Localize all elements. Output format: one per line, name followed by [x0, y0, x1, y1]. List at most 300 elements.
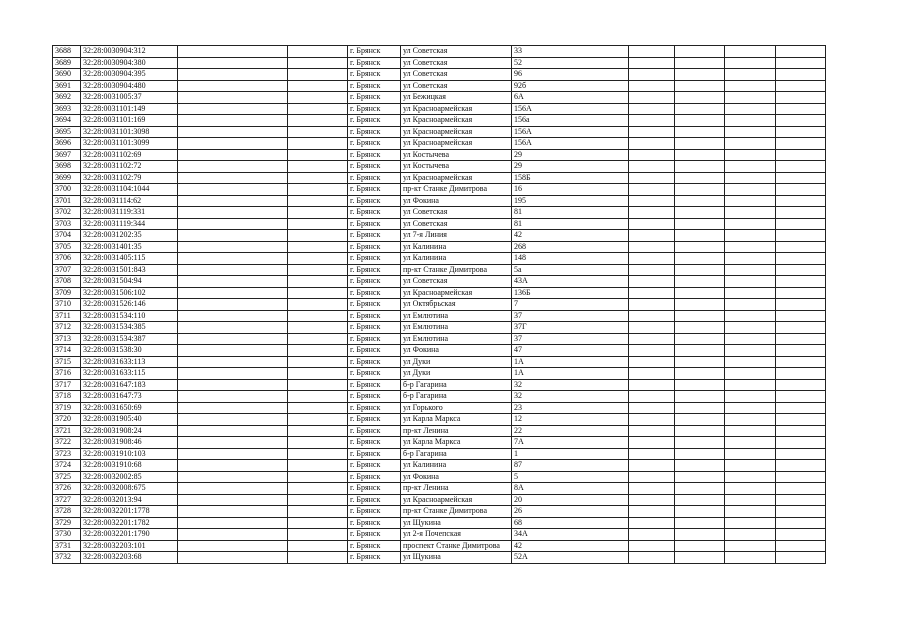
house-number-cell: 268 — [512, 241, 629, 253]
table-row — [53, 437, 826, 449]
empty-cell — [629, 333, 675, 345]
empty-cell — [288, 184, 348, 196]
empty-cell — [675, 552, 725, 564]
empty-cell — [629, 552, 675, 564]
empty-cell — [178, 218, 288, 230]
row-number-cell: 3722 — [53, 437, 81, 449]
empty-cell — [776, 356, 826, 368]
empty-cell — [629, 253, 675, 265]
empty-cell — [288, 333, 348, 345]
empty-cell — [675, 414, 725, 426]
city-cell: г. Брянск — [348, 368, 401, 380]
empty-cell — [675, 253, 725, 265]
empty-cell — [629, 276, 675, 288]
empty-cell — [675, 161, 725, 173]
cadastral-number-cell: 32:28:0032201:1790 — [81, 529, 178, 541]
empty-cell — [776, 299, 826, 311]
house-number-cell: 158Б — [512, 172, 629, 184]
empty-cell — [725, 540, 776, 552]
cadastral-number-cell: 32:28:0030904:312 — [81, 46, 178, 58]
table-row — [53, 379, 826, 391]
street-cell: ул Бежицкая — [401, 92, 512, 104]
table-row — [53, 218, 826, 230]
street-cell: ул Емлютина — [401, 322, 512, 334]
house-number-cell: 156А — [512, 138, 629, 150]
empty-cell — [629, 391, 675, 403]
empty-cell — [288, 540, 348, 552]
table-body — [53, 46, 826, 564]
empty-cell — [675, 345, 725, 357]
empty-cell — [776, 195, 826, 207]
empty-cell — [776, 46, 826, 58]
house-number-cell: 52А — [512, 552, 629, 564]
city-cell: г. Брянск — [348, 218, 401, 230]
table-row — [53, 138, 826, 150]
empty-cell — [776, 322, 826, 334]
street-cell: ул Емлютина — [401, 310, 512, 322]
empty-cell — [178, 264, 288, 276]
empty-cell — [725, 322, 776, 334]
empty-cell — [178, 333, 288, 345]
row-number-cell: 3698 — [53, 161, 81, 173]
empty-cell — [675, 149, 725, 161]
house-number-cell: 29 — [512, 161, 629, 173]
empty-cell — [675, 529, 725, 541]
empty-cell — [675, 425, 725, 437]
empty-cell — [776, 80, 826, 92]
empty-cell — [629, 161, 675, 173]
house-number-cell: 148 — [512, 253, 629, 265]
empty-cell — [178, 253, 288, 265]
row-number-cell: 3729 — [53, 517, 81, 529]
city-cell: г. Брянск — [348, 425, 401, 437]
empty-cell — [675, 218, 725, 230]
house-number-cell: 5 — [512, 471, 629, 483]
empty-cell — [776, 287, 826, 299]
house-number-cell: 32 — [512, 391, 629, 403]
cadastral-number-cell: 32:28:0031647:183 — [81, 379, 178, 391]
house-number-cell: 68 — [512, 517, 629, 529]
row-number-cell: 3700 — [53, 184, 81, 196]
empty-cell — [776, 391, 826, 403]
empty-cell — [288, 80, 348, 92]
cadastral-number-cell: 32:28:0031504:94 — [81, 276, 178, 288]
empty-cell — [288, 161, 348, 173]
house-number-cell: 47 — [512, 345, 629, 357]
house-number-cell: 32 — [512, 379, 629, 391]
table-row — [53, 540, 826, 552]
table-row — [53, 253, 826, 265]
row-number-cell: 3688 — [53, 46, 81, 58]
row-number-cell: 3696 — [53, 138, 81, 150]
empty-cell — [178, 506, 288, 518]
house-number-cell: 16 — [512, 184, 629, 196]
table-row — [53, 241, 826, 253]
empty-cell — [629, 448, 675, 460]
empty-cell — [776, 276, 826, 288]
empty-cell — [776, 529, 826, 541]
empty-cell — [725, 218, 776, 230]
empty-cell — [725, 494, 776, 506]
street-cell: ул Красноармейская — [401, 103, 512, 115]
table-row — [53, 103, 826, 115]
street-cell: ул Советская — [401, 80, 512, 92]
city-cell: г. Брянск — [348, 333, 401, 345]
cadastral-number-cell: 32:28:0031101:3098 — [81, 126, 178, 138]
street-cell: ул Карла Маркса — [401, 437, 512, 449]
house-number-cell: 7 — [512, 299, 629, 311]
empty-cell — [288, 368, 348, 380]
cadastral-number-cell: 32:28:0031908:46 — [81, 437, 178, 449]
empty-cell — [776, 425, 826, 437]
city-cell: г. Брянск — [348, 161, 401, 173]
empty-cell — [629, 287, 675, 299]
cadastral-number-cell: 32:28:0031910:103 — [81, 448, 178, 460]
empty-cell — [776, 368, 826, 380]
empty-cell — [288, 506, 348, 518]
registry-table — [52, 45, 826, 564]
empty-cell — [288, 195, 348, 207]
empty-cell — [178, 310, 288, 322]
cadastral-number-cell: 32:28:0031534:385 — [81, 322, 178, 334]
empty-cell — [725, 253, 776, 265]
empty-cell — [629, 264, 675, 276]
empty-cell — [178, 115, 288, 127]
house-number-cell: 20 — [512, 494, 629, 506]
row-number-cell: 3706 — [53, 253, 81, 265]
empty-cell — [776, 230, 826, 242]
table-row — [53, 517, 826, 529]
cadastral-number-cell: 32:28:0031908:24 — [81, 425, 178, 437]
cadastral-number-cell: 32:28:0032008:675 — [81, 483, 178, 495]
empty-cell — [288, 310, 348, 322]
empty-cell — [178, 356, 288, 368]
city-cell: г. Брянск — [348, 552, 401, 564]
row-number-cell: 3697 — [53, 149, 81, 161]
city-cell: г. Брянск — [348, 322, 401, 334]
empty-cell — [178, 230, 288, 242]
empty-cell — [675, 299, 725, 311]
empty-cell — [629, 517, 675, 529]
empty-cell — [178, 448, 288, 460]
empty-cell — [629, 103, 675, 115]
city-cell: г. Брянск — [348, 379, 401, 391]
empty-cell — [629, 483, 675, 495]
row-number-cell: 3694 — [53, 115, 81, 127]
house-number-cell: 92б — [512, 80, 629, 92]
street-cell: ул Красноармейская — [401, 138, 512, 150]
empty-cell — [178, 80, 288, 92]
cadastral-number-cell: 32:28:0031633:115 — [81, 368, 178, 380]
house-number-cell: 96 — [512, 69, 629, 81]
city-cell: г. Брянск — [348, 126, 401, 138]
city-cell: г. Брянск — [348, 230, 401, 242]
empty-cell — [629, 92, 675, 104]
empty-cell — [288, 471, 348, 483]
empty-cell — [675, 80, 725, 92]
empty-cell — [288, 460, 348, 472]
empty-cell — [776, 138, 826, 150]
empty-cell — [288, 391, 348, 403]
empty-cell — [725, 299, 776, 311]
empty-cell — [178, 92, 288, 104]
table-row — [53, 356, 826, 368]
empty-cell — [776, 92, 826, 104]
empty-cell — [725, 184, 776, 196]
empty-cell — [178, 299, 288, 311]
table-row — [53, 529, 826, 541]
table-row — [53, 425, 826, 437]
table-row — [53, 471, 826, 483]
row-number-cell: 3711 — [53, 310, 81, 322]
empty-cell — [629, 506, 675, 518]
cadastral-number-cell: 32:28:0031102:79 — [81, 172, 178, 184]
empty-cell — [675, 241, 725, 253]
empty-cell — [629, 379, 675, 391]
empty-cell — [725, 92, 776, 104]
empty-cell — [725, 230, 776, 242]
empty-cell — [725, 115, 776, 127]
empty-cell — [288, 149, 348, 161]
empty-cell — [675, 333, 725, 345]
table-row — [53, 230, 826, 242]
street-cell: ул Октябрьская — [401, 299, 512, 311]
table-row — [53, 345, 826, 357]
empty-cell — [776, 218, 826, 230]
empty-cell — [178, 379, 288, 391]
empty-cell — [288, 552, 348, 564]
empty-cell — [725, 345, 776, 357]
house-number-cell: 81 — [512, 218, 629, 230]
cadastral-number-cell: 32:28:0032203:68 — [81, 552, 178, 564]
table-row — [53, 161, 826, 173]
empty-cell — [675, 379, 725, 391]
street-cell: ул Советская — [401, 69, 512, 81]
empty-cell — [178, 552, 288, 564]
street-cell: ул Советская — [401, 218, 512, 230]
cadastral-number-cell: 32:28:0031647:73 — [81, 391, 178, 403]
empty-cell — [725, 333, 776, 345]
empty-cell — [776, 414, 826, 426]
cadastral-number-cell: 32:28:0031633:113 — [81, 356, 178, 368]
empty-cell — [629, 494, 675, 506]
empty-cell — [776, 103, 826, 115]
cadastral-number-cell: 32:28:0032013:94 — [81, 494, 178, 506]
empty-cell — [178, 322, 288, 334]
empty-cell — [776, 448, 826, 460]
row-number-cell: 3695 — [53, 126, 81, 138]
street-cell: пр-кт Ленина — [401, 483, 512, 495]
empty-cell — [629, 402, 675, 414]
street-cell: ул Красноармейская — [401, 115, 512, 127]
empty-cell — [178, 161, 288, 173]
row-number-cell: 3704 — [53, 230, 81, 242]
table-row — [53, 391, 826, 403]
empty-cell — [776, 345, 826, 357]
street-cell: пр-кт Ленина — [401, 425, 512, 437]
empty-cell — [178, 287, 288, 299]
empty-cell — [629, 471, 675, 483]
empty-cell — [288, 483, 348, 495]
city-cell: г. Брянск — [348, 80, 401, 92]
city-cell: г. Брянск — [348, 92, 401, 104]
table-row — [53, 287, 826, 299]
empty-cell — [675, 172, 725, 184]
cadastral-number-cell: 32:28:0032201:1778 — [81, 506, 178, 518]
empty-cell — [725, 379, 776, 391]
house-number-cell: 42 — [512, 230, 629, 242]
city-cell: г. Брянск — [348, 46, 401, 58]
city-cell: г. Брянск — [348, 149, 401, 161]
empty-cell — [675, 448, 725, 460]
city-cell: г. Брянск — [348, 287, 401, 299]
empty-cell — [675, 230, 725, 242]
city-cell: г. Брянск — [348, 138, 401, 150]
street-cell: ул Советская — [401, 46, 512, 58]
empty-cell — [288, 276, 348, 288]
cadastral-number-cell: 32:28:0030904:395 — [81, 69, 178, 81]
empty-cell — [725, 276, 776, 288]
empty-cell — [178, 414, 288, 426]
street-cell: ул Дуки — [401, 368, 512, 380]
row-number-cell: 3730 — [53, 529, 81, 541]
city-cell: г. Брянск — [348, 483, 401, 495]
empty-cell — [629, 241, 675, 253]
empty-cell — [725, 138, 776, 150]
empty-cell — [629, 218, 675, 230]
cadastral-number-cell: 32:28:0031119:331 — [81, 207, 178, 219]
house-number-cell: 81 — [512, 207, 629, 219]
table-row — [53, 92, 826, 104]
empty-cell — [288, 414, 348, 426]
table-row — [53, 368, 826, 380]
empty-cell — [776, 517, 826, 529]
empty-cell — [725, 437, 776, 449]
empty-cell — [288, 207, 348, 219]
house-number-cell: 12 — [512, 414, 629, 426]
empty-cell — [629, 80, 675, 92]
empty-cell — [629, 138, 675, 150]
empty-cell — [675, 115, 725, 127]
empty-cell — [629, 437, 675, 449]
empty-cell — [288, 115, 348, 127]
empty-cell — [629, 540, 675, 552]
empty-cell — [178, 207, 288, 219]
empty-cell — [776, 172, 826, 184]
empty-cell — [178, 149, 288, 161]
empty-cell — [178, 425, 288, 437]
table-row — [53, 552, 826, 564]
empty-cell — [629, 425, 675, 437]
street-cell: ул Красноармейская — [401, 287, 512, 299]
empty-cell — [178, 103, 288, 115]
house-number-cell: 5а — [512, 264, 629, 276]
empty-cell — [725, 471, 776, 483]
empty-cell — [725, 241, 776, 253]
cadastral-number-cell: 32:28:0031202:35 — [81, 230, 178, 242]
city-cell: г. Брянск — [348, 276, 401, 288]
table-row — [53, 115, 826, 127]
empty-cell — [725, 552, 776, 564]
empty-cell — [288, 253, 348, 265]
house-number-cell: 23 — [512, 402, 629, 414]
street-cell: проспект Станке Димитрова — [401, 540, 512, 552]
street-cell: ул Фокина — [401, 345, 512, 357]
empty-cell — [629, 299, 675, 311]
empty-cell — [776, 264, 826, 276]
house-number-cell: 1 — [512, 448, 629, 460]
empty-cell — [675, 368, 725, 380]
empty-cell — [725, 46, 776, 58]
empty-cell — [288, 494, 348, 506]
empty-cell — [288, 69, 348, 81]
empty-cell — [629, 172, 675, 184]
city-cell: г. Брянск — [348, 540, 401, 552]
empty-cell — [725, 264, 776, 276]
row-number-cell: 3707 — [53, 264, 81, 276]
table-row — [53, 69, 826, 81]
cadastral-number-cell: 32:28:0031534:110 — [81, 310, 178, 322]
house-number-cell: 34А — [512, 529, 629, 541]
cadastral-number-cell: 32:28:0031102:69 — [81, 149, 178, 161]
empty-cell — [178, 126, 288, 138]
street-cell: ул Красноармейская — [401, 126, 512, 138]
city-cell: г. Брянск — [348, 494, 401, 506]
city-cell: г. Брянск — [348, 529, 401, 541]
cadastral-number-cell: 32:28:0030904:380 — [81, 57, 178, 69]
street-cell: пр-кт Станке Димитрова — [401, 264, 512, 276]
city-cell: г. Брянск — [348, 391, 401, 403]
empty-cell — [629, 310, 675, 322]
empty-cell — [675, 322, 725, 334]
city-cell: г. Брянск — [348, 184, 401, 196]
cadastral-number-cell: 32:28:0031526:146 — [81, 299, 178, 311]
street-cell: б-р Гагарина — [401, 448, 512, 460]
empty-cell — [178, 483, 288, 495]
city-cell: г. Брянск — [348, 253, 401, 265]
city-cell: г. Брянск — [348, 448, 401, 460]
row-number-cell: 3693 — [53, 103, 81, 115]
house-number-cell: 156А — [512, 126, 629, 138]
house-number-cell: 26 — [512, 506, 629, 518]
city-cell: г. Брянск — [348, 506, 401, 518]
table-row — [53, 264, 826, 276]
city-cell: г. Брянск — [348, 195, 401, 207]
house-number-cell: 1А — [512, 356, 629, 368]
street-cell: ул Советская — [401, 276, 512, 288]
street-cell: ул Красноармейская — [401, 494, 512, 506]
street-cell: ул Фокина — [401, 471, 512, 483]
empty-cell — [675, 437, 725, 449]
empty-cell — [776, 460, 826, 472]
city-cell: г. Брянск — [348, 471, 401, 483]
street-cell: пр-кт Станке Димитрова — [401, 184, 512, 196]
table-row — [53, 57, 826, 69]
street-cell: ул Костычева — [401, 149, 512, 161]
empty-cell — [288, 379, 348, 391]
row-number-cell: 3723 — [53, 448, 81, 460]
empty-cell — [675, 402, 725, 414]
row-number-cell: 3720 — [53, 414, 81, 426]
empty-cell — [776, 506, 826, 518]
cadastral-number-cell: 32:28:0031538:30 — [81, 345, 178, 357]
city-cell: г. Брянск — [348, 115, 401, 127]
empty-cell — [675, 391, 725, 403]
row-number-cell: 3708 — [53, 276, 81, 288]
empty-cell — [178, 195, 288, 207]
street-cell: ул 7-я Линия — [401, 230, 512, 242]
house-number-cell: 52 — [512, 57, 629, 69]
